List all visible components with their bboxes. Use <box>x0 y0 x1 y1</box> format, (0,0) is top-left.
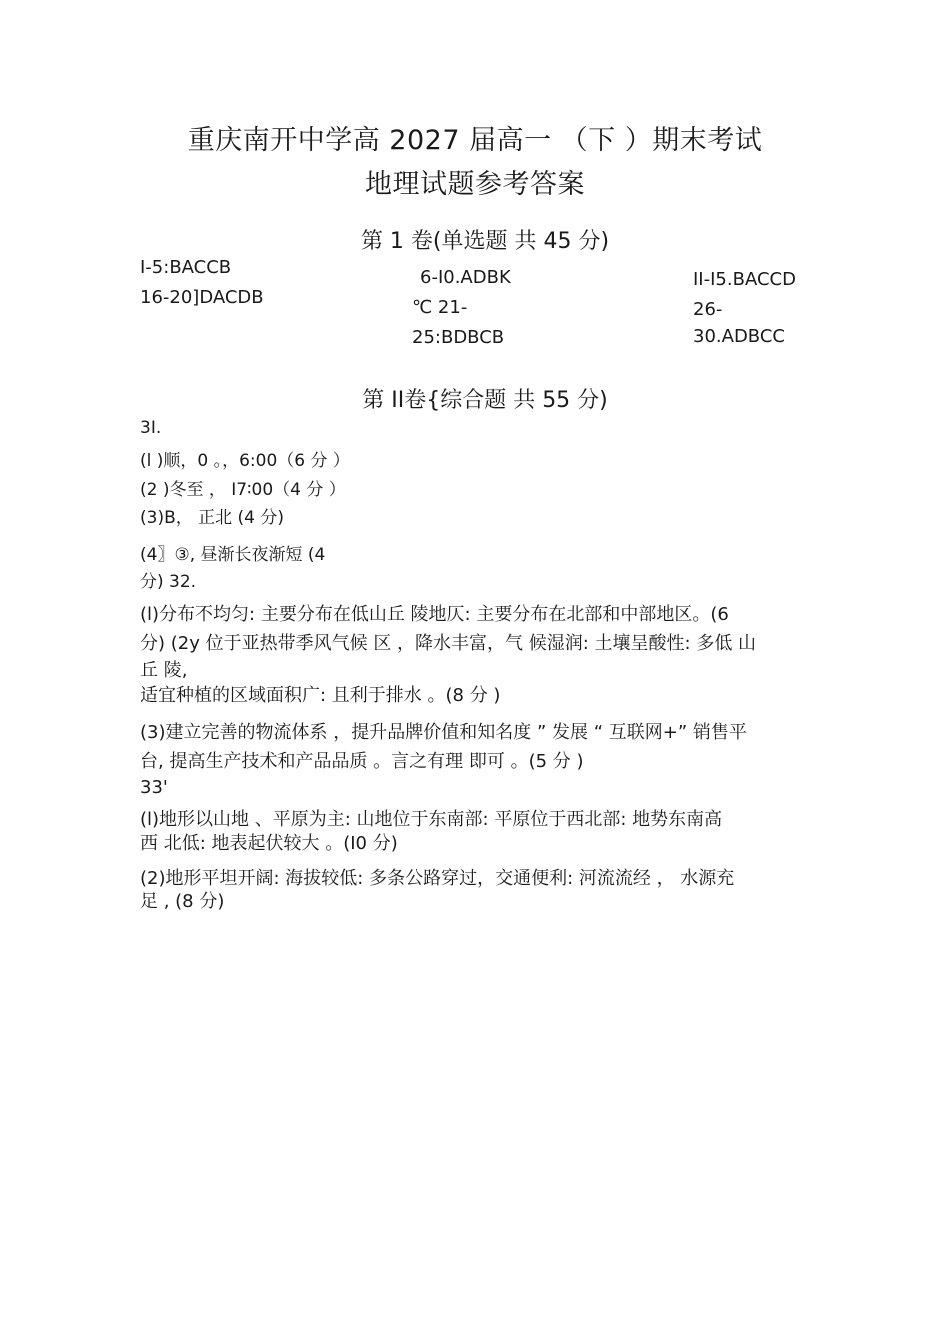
answer-line: 33' <box>140 777 168 798</box>
answer-line: 3I. <box>140 418 162 438</box>
answer-line: 分) 32. <box>140 572 197 592</box>
answer-line: 分) (2y 位于亚热带季风气候 区 ，降水丰富，气 候湿润: 土壤呈酸性: 多低 山 <box>140 633 757 654</box>
section-2-heading: 第 II卷{综合题 共 55 分) <box>362 388 608 413</box>
answer-group-6-10: 6-I0.ADBK <box>420 267 511 288</box>
answer-group-16-20: 16-20]DACDB <box>140 287 264 308</box>
exam-title: 重庆南开中学高 2027 届高一 （下 ）期末考试 <box>187 125 763 156</box>
answer-group-21-label: ℃ 21- <box>412 297 468 318</box>
answer-line: 足 , (8 分) <box>140 891 225 912</box>
answer-line: 西 北低: 地表起伏较大 。(I0 分) <box>140 833 398 854</box>
answer-line: (l)分布不均匀: 主要分布在低山丘 陵地仄: 主要分布在北部和中部地区。(6 <box>140 604 729 625</box>
answer-line: 台, 提高生产技术和产品品质 。言之有理 即可 。(5 分 ) <box>140 751 584 772</box>
answer-line: (3)建立完善的物流体系 ，提升品牌价值和知名度 ” 发展 “ 互联网+” 销售平 <box>140 722 747 743</box>
answer-group-1-5: I-5:BACCB <box>140 257 232 278</box>
answer-group-21-25: 25:BDBCB <box>412 327 505 348</box>
answer-line: (2)地形平坦开阔: 海拔较低: 多条公路穿过，交通便利: 河流流经 ， 水源充 <box>140 868 735 889</box>
answer-line: 丘 陵, <box>140 660 188 681</box>
answer-group-11-15: II-I5.BACCD <box>693 269 796 290</box>
answer-line: (l)地形以山地 、平原为主: 山地位于东南部: 平原位于西北部: 地势东南高 <box>140 809 723 830</box>
answer-line: (3)B， 正北 (4 分) <box>140 508 285 528</box>
section-1-heading: 第 1 卷(单选题 共 45 分) <box>360 229 610 254</box>
answer-line: (2 )冬至 ， I7∶00（4 分 ） <box>140 480 346 500</box>
answer-group-26-30: 30.ADBCC <box>693 326 785 347</box>
exam-subtitle: 地理试题参考答案 <box>365 169 585 200</box>
answer-line: (4〗③, 昼渐长夜渐短 (4 <box>140 545 326 565</box>
answer-group-26-label: 26- <box>693 299 723 320</box>
answer-line: (l )顺，0 。，6:00（6 分 ） <box>140 451 350 471</box>
answer-line: 适宜种植的区域面积广: 且利于排水 。(8 分 ) <box>140 685 501 706</box>
